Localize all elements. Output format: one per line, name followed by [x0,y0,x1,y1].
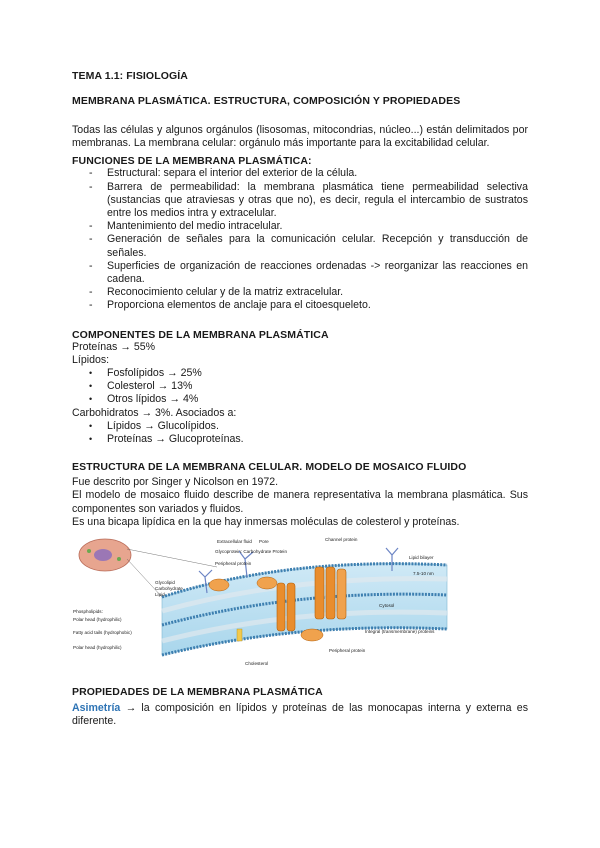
lipids-list [72,367,528,407]
list-item: - Estructural: separa el interior del exterior de la célula. [72,167,528,180]
structure-line-3: Es una bicapa lipídica en la que hay inmersas moléculas de colesterol y proteínas. [72,515,460,528]
properties-heading: PROPIEDADES DE LA MEMBRANA PLASMÁTICA [72,686,323,699]
page-subtitle: MEMBRANA PLASMÁTICA. ESTRUCTURA, COMPOSICIÓN Y PROPIEDADES [72,95,461,107]
asymmetry-text: → la composición en lípidos y proteínas de las monocapas interna y externa es diferente. [72,702,528,728]
list-item: • Proteínas → Glucoproteínas. [72,433,528,446]
label-channel: Channel protein [325,537,358,543]
label-fatty-acid: Fatty acid tails (hydrophobic) [73,630,132,636]
list-item: • Otros lípidos → 4% [72,393,528,406]
label-integral: Integral (transmembrane) proteins [365,629,435,635]
fluid-mosaic-figure [67,537,527,680]
list-item: - Barrera de permeabilidad: la membrana plasmática tiene permeabilidad selectiva (sustancias que atraviesas y otras que no), es decir, regula el intercambio de sustratos entre los medios intra y extracelular. [72,181,528,221]
structure-heading: ESTRUCTURA DE LA MEMBRANA CELULAR. MODELO DE MOSAICO FLUIDO [72,461,467,474]
structure-line-1: Fue descrito por Singer y Nicolson en 1972. [72,476,279,489]
functions-heading: FUNCIONES DE LA MEMBRANA PLASMÁTICA: [72,155,312,168]
channel-protein [315,567,346,619]
label-glycolipid: Glycolipid [155,580,175,586]
functions-list [72,167,528,312]
list-item: • Fosfolípidos → 25% [72,367,528,380]
list-item: - Generación de señales para la comunicación celular. Recepción y transducción de señales. [72,233,528,259]
label-pore: Pore [259,539,269,545]
label-polar-head: Polar head (hydrophilic) [73,617,122,623]
asymmetry-term: Asimetría [72,702,121,715]
list-item: • Lípidos → Glucolípidos. [72,420,528,433]
label-lipid: Lipid [155,592,165,598]
label-bilayer: Lipid bilayer [409,555,434,561]
list-item: - Mantenimiento del medio intracelular. [72,220,528,233]
membrane-diagram [67,537,527,680]
label-cholesterol: Cholesterol [245,661,269,667]
document-page [72,70,528,728]
structure-line-2: El modelo de mosaico fluido describe de manera representativa la membrana plasmática. Sus componentes son variados y fluidos. [72,489,528,515]
label-thickness: 7.5-10 nm [413,571,434,577]
label-glycoprotein: Glycoprotein: Carbohydrate Protein [215,549,288,555]
label-extracellular: Extracellular fluid [217,539,252,545]
lipids-label: Lípidos: [72,353,110,366]
list-item: - Proporciona elementos de anclaje para el citoesqueleto. [72,299,528,312]
page-title: TEMA 1.1: FISIOLOGÍA [72,70,188,82]
intro-paragraph: Todas las células y algunos orgánulos (lisosomas, mitocondrias, núcleo...) están delimitados por membranas. La membrana celular: orgánulo más importante para la excitabilidad celular. [72,124,528,150]
carbs-label: Carbohidratos → 3%. Asociados a: [72,406,237,419]
components-heading: COMPONENTES DE LA MEMBRANA PLASMÁTICA [72,328,329,341]
list-item: - Reconocimiento celular y de la matriz extracelular. [72,286,528,299]
label-peripheral-bottom: Peripheral protein [329,648,366,654]
proteins-line: Proteínas → 55% [72,340,156,353]
label-polar-head-2: Polar head (hydrophilic) [73,645,122,651]
list-item: - Superficies de organización de reacciones ordenadas -> reorganizar las reacciones en cadena. [72,260,528,286]
cholesterol-molecule [237,629,242,641]
label-phospholipids: Phospholipids: [73,609,103,615]
label-cytosol: Cytosol [379,603,395,609]
label-peripheral-top: Peripheral protein [215,561,252,567]
label-carbohydrate: Carbohydrate [155,586,183,592]
list-item: • Colesterol → 13% [72,380,528,393]
properties-paragraph [72,702,528,728]
carbs-list [72,420,528,446]
